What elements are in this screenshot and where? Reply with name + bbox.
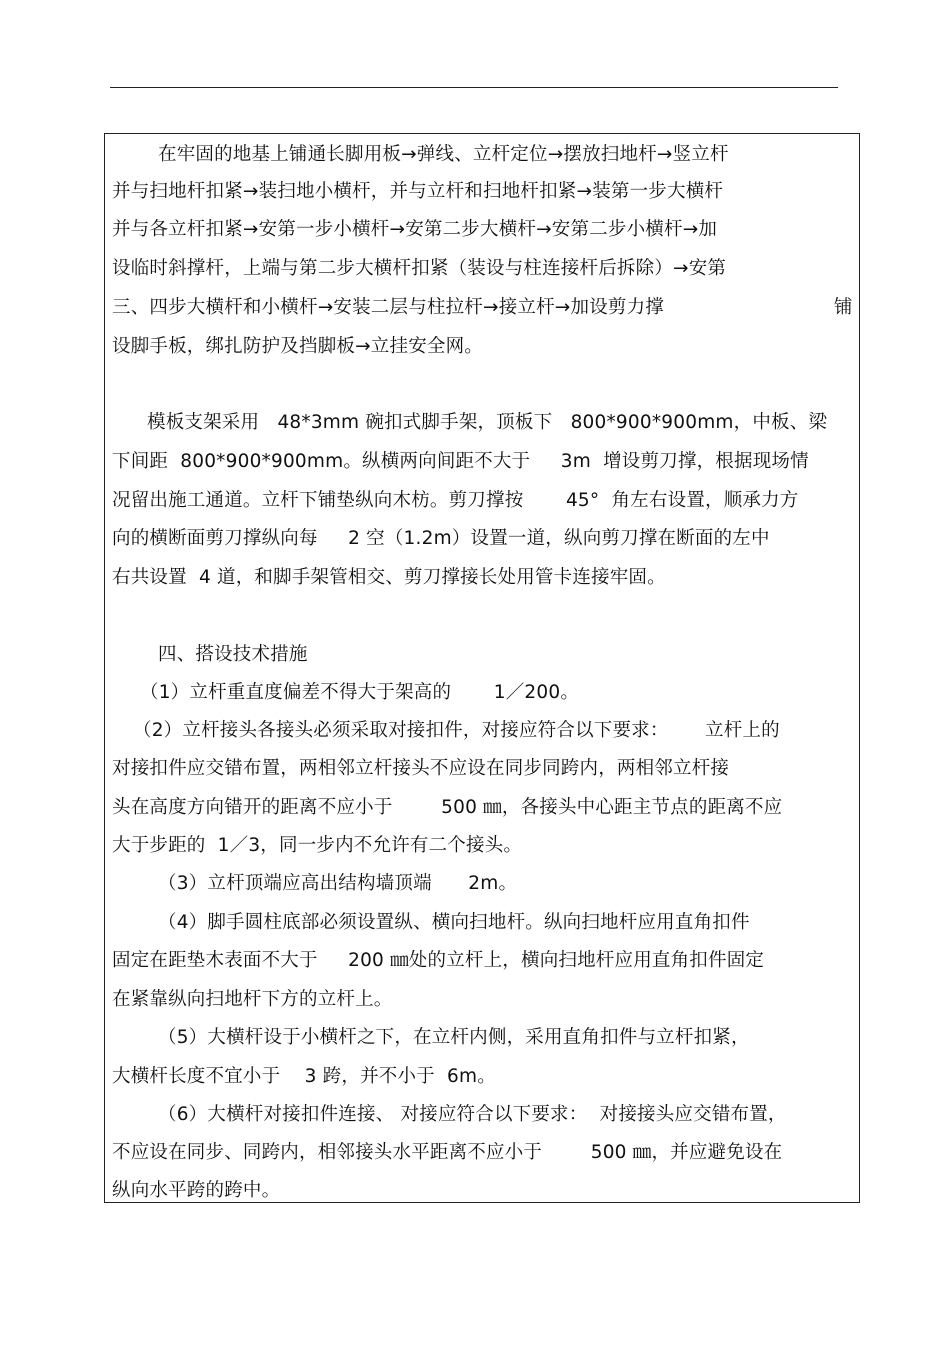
paragraph-line: 向的横断面剪刀撑纵向每 2 空（1.2m）设置一道，纵向剪刀撑在断面的左中 bbox=[112, 528, 770, 549]
paragraph-line: 并与扫地杆扣紧→装扫地小横杆，并与立杆和扫地杆扣紧→装第一步大横杆 bbox=[112, 181, 724, 202]
paragraph-line: 右共设置 4 道，和脚手架管相交、剪刀撑接长处用管卡连接牢固。 bbox=[112, 567, 666, 588]
paragraph-line: （3）立杆顶端应高出结构墙顶端 2m。 bbox=[158, 873, 518, 894]
paragraph-line: 纵向水平跨的跨中。 bbox=[112, 1180, 281, 1201]
paragraph-line: 况留出施工通道。立杆下铺垫纵向木枋。剪刀撑按 45° 角左右设置，顺承力方 bbox=[112, 490, 799, 511]
paragraph-line: （2）立杆接头各接头必须采取对接扣件，对接应符合以下要求： 立杆上的 bbox=[133, 720, 780, 741]
paragraph-line: 头在高度方向错开的距离不应小于 500 ㎜，各接头中心距主节点的距离不应 bbox=[112, 797, 783, 818]
paragraph-line: 模板支架采用 48*3mm 碗扣式脚手架，顶板下 800*900*900mm，中板、梁 bbox=[147, 412, 828, 433]
section-heading: 四、搭设技术措施 bbox=[158, 644, 308, 665]
paragraph-line: 设脚手板，绑扎防护及挡脚板→立挂安全网。 bbox=[112, 336, 484, 357]
paragraph-line: 固定在距垫木表面不大于 200 ㎜处的立杆上，横向扫地杆应用直角扣件固定 bbox=[112, 950, 765, 971]
paragraph-line: 并与各立杆扣紧→安第一步小横杆→安第二步大横杆→安第二步小横杆→加 bbox=[112, 219, 718, 240]
paragraph-line: 下间距 800*900*900mm。纵横两向间距不大于 3m 增设剪刀撑，根据现场情 bbox=[112, 451, 809, 472]
paragraph-line: （4）脚手圆柱底部必须设置纵、横向扫地杆。纵向扫地杆应用直角扣件 bbox=[158, 912, 750, 933]
paragraph-line: 在牢固的地基上铺通长脚用板→弹线、立杆定位→摆放扫地杆→竖立杆 bbox=[158, 144, 729, 165]
paragraph-line: （6）大横杆对接扣件连接、 对接应符合以下要求： 对接接头应交错布置， bbox=[158, 1104, 787, 1125]
paragraph-line: 不应设在同步、同跨内，相邻接头水平距离不应小于 500 ㎜，并应避免设在 bbox=[112, 1142, 783, 1163]
paragraph-line: 在紧靠纵向扫地杆下方的立杆上。 bbox=[112, 989, 393, 1010]
paragraph-line: 三、四步大横杆和小横杆→安装二层与柱拉杆→接立杆→加设剪力撑 bbox=[112, 297, 665, 318]
paragraph-line: 大横杆长度不宜小于 3 跨，并不小于 6m。 bbox=[112, 1066, 496, 1087]
paragraph-line: （5）大横杆设于小横杆之下，在立杆内侧，采用直角扣件与立杆扣紧， bbox=[158, 1027, 750, 1048]
paragraph-line: 铺 bbox=[834, 297, 853, 318]
paragraph-line: 设临时斜撑杆，上端与第二步大横杆扣紧（装设与柱连接杆后拆除）→安第 bbox=[112, 258, 727, 279]
paragraph-line: 对接扣件应交错布置，两相邻立杆接头不应设在同步同跨内，两相邻立杆接 bbox=[112, 758, 730, 779]
paragraph-line: 大于步距的 1／3，同一步内不允许有二个接头。 bbox=[112, 835, 523, 856]
header-rule bbox=[110, 87, 838, 88]
paragraph-line: （1）立杆重直度偏差不得大于架高的 1／200。 bbox=[140, 682, 580, 703]
